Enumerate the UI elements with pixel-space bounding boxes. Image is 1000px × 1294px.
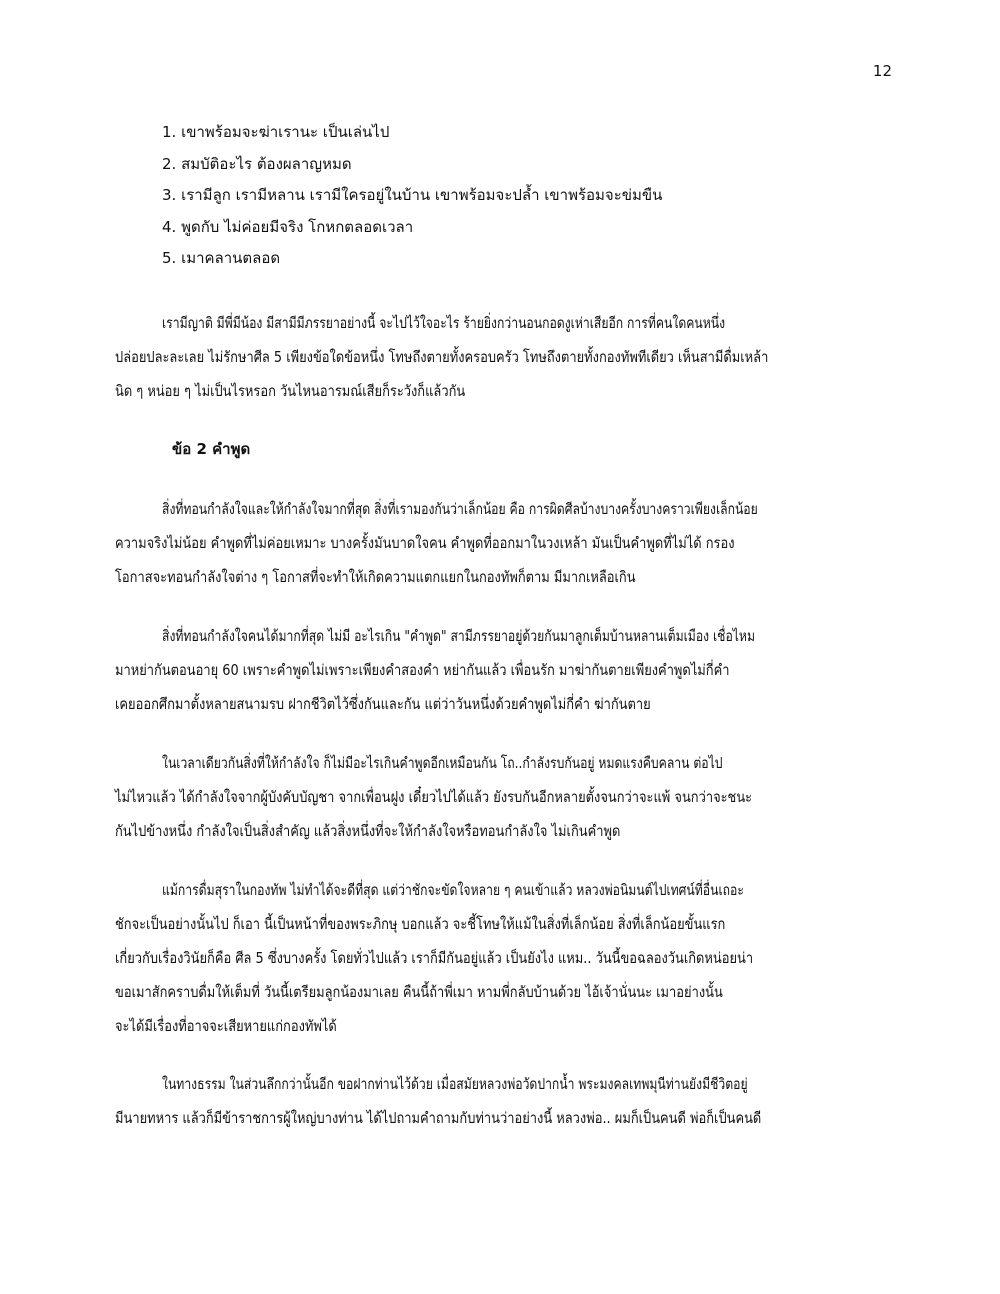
paragraph-line: ความจริงไม่น้อย คำพูดที่ไม่ค่อยเหมาะ บางครั้งมันบาดใจคน คำพูดที่ออกมาในวงเหล้า มันเป็นคำพูดที่ไม่ได้ กรอง bbox=[115, 534, 735, 552]
paragraph-line: ในทางธรรม ในส่วนลึกกว่านั้นอีก ขอฝากท่านไว้ด้วย เมื่อสมัยหลวงพ่อวัดปากน้ำ พระมงคลเทพมุนีท่านยังมีชีวิตอยู่ bbox=[162, 1075, 748, 1093]
list-item: 4. พูดกับ ไม่ค่อยมีจริง โกหกตลอดเวลา bbox=[162, 217, 414, 236]
paragraph-line: เคยออกศึกมาตั้งหลายสนามรบ ฝากชีวิตไว้ซึ่งกันและกัน แต่ว่าวันหนึ่งด้วยคำพูดไม่กี่คำ ฆ่ากันตาย bbox=[115, 695, 651, 713]
paragraph-line: ชักจะเป็นอย่างนั้นไป ก็เอา นี้เป็นหน้าที่ของพระภิกษุ บอกแล้ว จะชี้โทษให้แม้ในสิ่งที่เล็กน้อย สิ่งที่เล็กน้อยขั้นแรก bbox=[115, 915, 726, 933]
paragraph-line: เกี่ยวกับเรื่องวินัยก็คือ ศีล 5 ซึ่งบางครั้ง โดยทั่วไปแล้ว เราก็มีกันอยู่แล้ว เป็นยังไง แหม.. วันนี้ขอฉลองวันเกิดหน่อยน่า bbox=[115, 949, 754, 967]
page-number: 12 bbox=[872, 62, 892, 80]
paragraph-6 bbox=[0, 1067, 1000, 1135]
paragraph-line: สิ่งที่ทอนกำลังใจคนได้มากที่สุด ไม่มี อะไรเกิน "คำพูด" สามีภรรยาอยู่ด้วยกันมาลูกเต็มบ้านหลานเต็มเมือง เชื่อไหม bbox=[162, 627, 755, 645]
paragraph-4 bbox=[0, 746, 1000, 848]
paragraph-1 bbox=[0, 306, 1000, 408]
paragraph-5 bbox=[0, 873, 1000, 1043]
paragraph-2 bbox=[0, 492, 1000, 594]
paragraph-line: เรามีญาติ มีพี่มีน้อง มีสามีมีภรรยาอย่างนี้ จะไปไว้ใจอะไร ร้ายยิ่งกว่านอนกอดงูเห่าเสียอีก การที่คนใดคนหนึ่ง bbox=[162, 314, 726, 332]
list-item: 3. เรามีลูก เรามีหลาน เรามีใครอยู่ในบ้าน เขาพร้อมจะปล้ำ เขาพร้อมจะข่มขืน bbox=[162, 186, 663, 204]
paragraph-line: นิด ๆ หน่อย ๆ ไม่เป็นไรหรอก วันไหนอารมณ์เสียก็ระวังก็แล้วกัน bbox=[115, 382, 466, 400]
list-item: 1. เขาพร้อมจะฆ่าเรานะ เป็นเล่นไป bbox=[162, 123, 390, 141]
paragraph-line: จะได้มีเรื่องที่อาจจะเสียหายแก่กองทัพได้ bbox=[115, 1017, 337, 1035]
paragraph-line: ไม่ไหวแล้ว ได้กำลังใจจากผู้บังคับบัญชา จากเพื่อนฝูง เดี๋ยวไปได้แล้ว ยังรบกันอีกหลายตั้งจนกว่าจะแพ้ จนกว่าจะชนะ bbox=[115, 788, 753, 806]
paragraph-line: กันไปข้างหนึ่ง กำลังใจเป็นสิ่งสำคัญ แล้วสิ่งหนึ่งที่จะให้กำลังใจหรือทอนกำลังใจ ไม่เกินคำพูด bbox=[115, 822, 621, 840]
paragraph-line: แม้การดื่มสุราในกองทัพ ไม่ทำได้จะดีที่สุด แต่ว่าชักจะขัดใจหลาย ๆ คนเข้าแล้ว หลวงพ่อนิมนต์ไปเทศน์ที่อื่นเถอะ bbox=[162, 881, 744, 899]
section-heading: ข้อ 2 คำพูด bbox=[172, 440, 251, 458]
paragraph-line: มาหย่ากันตอนอายุ 60 เพราะคำพูดไม่เพราะเพียงคำสองคำ หย่ากันแล้ว เพื่อนรัก มาฆ่ากันตายเพียงคำพูดไม่กี่คำ bbox=[115, 661, 730, 679]
list-item: 2. สมบัติอะไร ต้องผลาญหมด bbox=[162, 154, 352, 173]
paragraph-line: ปล่อยปละละเลย ไม่รักษาศีล 5 เพียงข้อใดข้อหนึ่ง โทษถึงตายทั้งครอบครัว โทษถึงตายทั้งกองทัพทีเดียว เห็นสามีดื่มเหล้า bbox=[115, 348, 769, 366]
list-item: 5. เมาคลานตลอด bbox=[162, 249, 281, 267]
numbered-list bbox=[162, 119, 662, 277]
paragraph-line: ในเวลาเดียวกันสิ่งที่ให้กำลังใจ ก็ไม่มีอะไรเกินคำพูดอีกเหมือนกัน โถ..กำลังรบกันอยู่ หมดแรงคืบคลาน ต่อไป bbox=[162, 754, 723, 772]
paragraph-line: ขอเมาสักคราบดื่มให้เต็มที่ วันนี้เตรียมลูกน้องมาเลย คืนนี้ถ้าพี่เมา หามพี่กลับบ้านด้วย ไอ้เจ้านั่นนะ เมาอย่างนั้น bbox=[115, 983, 723, 1001]
paragraph-line: โอกาสจะทอนกำลังใจต่าง ๆ โอกาสที่จะทำให้เกิดความแตกแยกในกองทัพก็ตาม มีมากเหลือเกิน bbox=[115, 568, 636, 586]
paragraph-line: สิ่งที่ทอนกำลังใจและให้กำลังใจมากที่สุด สิ่งที่เรามองกันว่าเล็กน้อย คือ การผิดศีลบ้างบางครั้งบางคราวเพียงเล็กน้อย bbox=[162, 500, 758, 518]
paragraph-line: มีนายทหาร แล้วก็มีข้าราชการผู้ใหญ่บางท่าน ได้ไปถามคำถามกับท่านว่าอย่างนี้ หลวงพ่อ.. ผมก็เป็นคนดี พ่อก็เป็นคนดี bbox=[115, 1109, 762, 1127]
paragraph-3 bbox=[0, 619, 1000, 721]
